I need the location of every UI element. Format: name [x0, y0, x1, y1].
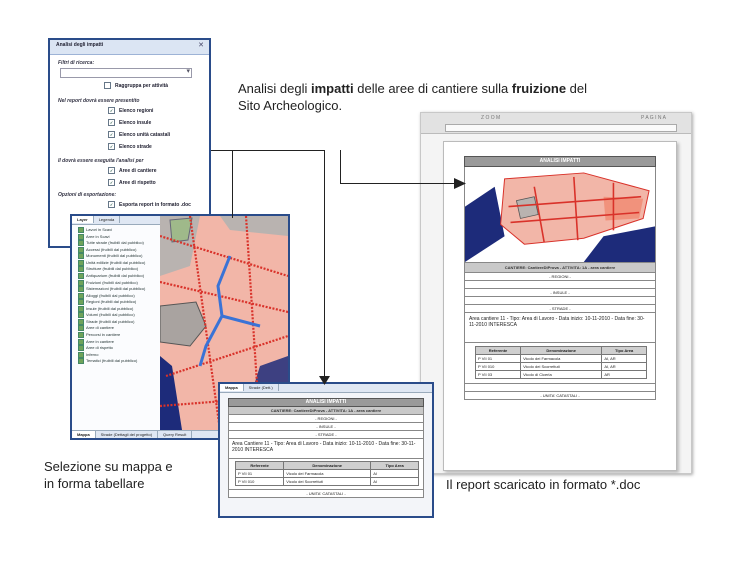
report-area-text: Area cantiere 11 - Tipo: Area di Lavoro - Data inizio: 10-11-2010 - Data fine: 30-11-2010 INTERESCA [464, 313, 656, 343]
layer-checkbox-icon[interactable] [78, 293, 84, 299]
layer-label: Accessi (fruibili dal pubblico) [86, 246, 137, 252]
table-cell: Vicolo dei Farmacola [284, 470, 371, 478]
layer-checkbox-icon[interactable] [78, 234, 84, 240]
analysis-item-worksite[interactable] [108, 167, 157, 174]
zoom-label: Z O O M [481, 115, 501, 121]
layer-checkbox-icon[interactable] [78, 273, 84, 279]
table-cell: AI, AR [602, 355, 647, 363]
table-tabbar [220, 384, 432, 393]
checkbox-label: Raggruppa per attività [115, 82, 169, 89]
checkbox-label: Elenco regioni [119, 107, 154, 114]
connector-line [340, 150, 341, 183]
table-row[interactable] [236, 478, 419, 486]
layer-checkbox-icon[interactable] [78, 299, 84, 305]
page-label: P A G I N A [641, 115, 666, 121]
checkbox-label: Aree di rispetto [119, 179, 156, 186]
layer-label: Lavori in Scavi [86, 227, 113, 233]
caption-text: del [566, 81, 588, 96]
layer-checkbox-icon[interactable] [78, 286, 84, 292]
checkbox-icon[interactable] [104, 82, 111, 89]
filter-label: Filtri di ricerca: [58, 60, 95, 66]
layer-checkbox-icon[interactable] [78, 253, 84, 259]
table-col-header: Denominazione [284, 462, 371, 470]
table-cell: Vicolo dei Farmacola [521, 355, 602, 363]
tab-streets[interactable]: Strade (Dett.) [244, 384, 279, 391]
table-col-header: Referente [236, 462, 284, 470]
layer-label: Aree di rispetto [86, 345, 113, 351]
layer-checkbox-icon[interactable] [78, 266, 84, 272]
layer-checkbox-icon[interactable] [78, 306, 84, 312]
layer-checkbox-icon[interactable] [78, 260, 84, 266]
report-unita: - UNITA' CATASTALI - [464, 392, 656, 400]
buffer-zone [604, 197, 644, 221]
export-section-label: Opzioni di esportazione: [58, 192, 117, 198]
report-cantiere-row: CANTIERE: CantiereDiProva - ATTIVITA: 1A - area cantiere [464, 263, 656, 273]
connector-line [340, 183, 462, 184]
table-row[interactable] [236, 470, 419, 478]
report-item-insule[interactable] [108, 119, 151, 126]
ruler [445, 124, 677, 132]
layer-label: Tematici (fruibili dal pubblico) [86, 358, 138, 364]
report-empty-row [464, 297, 656, 305]
table-cell: AI [371, 470, 419, 478]
table-header: ANALISI IMPATTI [228, 398, 424, 407]
table-cell: AI, AR [602, 363, 647, 371]
report-item-cadastral[interactable] [108, 131, 170, 138]
report-map [464, 167, 656, 263]
layer-tabbar [72, 216, 160, 225]
caption-bold: fruizione [511, 81, 567, 96]
export-doc-checkbox[interactable] [108, 201, 191, 208]
layer-label: Sistemazioni (fruibili dal pubblico) [86, 286, 146, 292]
report-table-wrap [464, 343, 656, 384]
table-unita: - UNITA' CATASTALI - [228, 490, 424, 498]
table-cell: AR [602, 371, 647, 379]
checkbox-label: Elenco insule [119, 119, 152, 126]
connector-line [324, 150, 325, 382]
layer-checkbox-icon[interactable] [78, 352, 84, 358]
arrow-icon [454, 178, 466, 189]
tab-streets[interactable]: Strade (Dettagli del progetto) [96, 431, 158, 438]
worksite-polygon [516, 197, 538, 219]
layer-tree [72, 225, 160, 365]
panel-title: Analisi degli impatti [50, 40, 209, 55]
caption-text: Sito Archeologico. [238, 98, 343, 113]
layer-label: Strade (fruibili dal pubblico) [86, 318, 135, 324]
report-col-header: Denominazione [521, 347, 602, 355]
layer-label: Insule (fruibili dal pubblico) [86, 305, 134, 311]
table-insule: - INSULE - [228, 423, 424, 431]
doc-page [443, 141, 677, 471]
table-cell: Vicolo dei Scorrettuti [521, 363, 602, 371]
layer-label: Unità edilizie (fruibili dal pubblico) [86, 259, 146, 265]
analysis-section-label: Il dovrà essere eseguita l'analisi per [58, 158, 144, 164]
layer-label: Monumenti (fruibili dal pubblico) [86, 253, 143, 259]
table-strade: - STRADE - [228, 431, 424, 439]
report-header: ANALISI IMPATTI [464, 156, 656, 167]
analysis-item-buffer[interactable] [108, 179, 156, 186]
table-cell: P VII 01 [236, 470, 284, 478]
table-cell: P VII 010 [236, 478, 284, 486]
doc-toolbar [421, 113, 691, 134]
layer-label: Antiquarium (fruibili dal pubblico) [86, 273, 145, 278]
layer-label: Aree in Scavi [86, 233, 110, 239]
report-caption: Il report scaricato in formato *.doc [446, 477, 641, 492]
table-cell: P VII 01 [476, 355, 521, 363]
checkbox-icon[interactable]: ✓ [109, 202, 114, 207]
layer-checkbox-icon[interactable] [78, 280, 84, 286]
layer-label: Strutture (fruibili dal pubblico) [86, 266, 139, 272]
checkbox-label: Elenco unità catastali [119, 131, 171, 138]
report-regioni: - REGIONI - [464, 273, 656, 281]
doc-window [420, 112, 692, 474]
layer-checkbox-icon[interactable] [78, 345, 84, 351]
arrow-down-icon [319, 376, 330, 385]
checkbox-label: Elenco strade [119, 143, 152, 150]
tab-query-result[interactable]: Query Result [158, 431, 192, 438]
tab-map[interactable]: Mappa [72, 431, 96, 438]
layer-label: Percorsi in cantiere [86, 332, 121, 338]
layer-label: Regioni (fruibili dal pubblico) [86, 299, 137, 305]
report-item-regions[interactable] [108, 107, 153, 114]
layer-label: Tutte strade (fruibili dal pubblico) [86, 240, 144, 246]
table-area-text: Area Cantiere 11 - Tipo: Area di Lavoro - Data inizio: 10-11-2010 - Data fine: 30-11-2010 INTERESCA [228, 439, 424, 459]
layer-label: Alloggi (fruibili dal pubblico) [86, 292, 135, 298]
results-table [235, 461, 419, 486]
table-content [228, 398, 424, 498]
table-row [476, 355, 647, 363]
checkbox-icon[interactable]: ✓ [109, 120, 114, 125]
connector-line [232, 150, 233, 218]
layer-checkbox-icon[interactable] [78, 339, 84, 345]
green-area [170, 218, 192, 242]
caption-text: delle aree di cantiere sulla [353, 81, 512, 96]
table-cell: AI [371, 478, 419, 486]
table-cell: Vicolo di Cicerla [521, 371, 602, 379]
layer-label: Fruizioni (fruibili dal pubblico) [86, 279, 138, 285]
caption-bold: impatti [311, 81, 354, 96]
checkbox-icon[interactable]: ✓ [109, 132, 114, 137]
table-grid-wrap [228, 459, 424, 490]
checkbox-icon[interactable]: ✓ [109, 144, 114, 149]
layer-label: Aree di cantiere [86, 325, 115, 331]
table-row [476, 363, 647, 371]
tab-layer[interactable]: Layer [72, 216, 94, 223]
tab-map[interactable]: Mappa [220, 384, 244, 391]
report-table [475, 346, 647, 379]
tab-legend[interactable]: Legenda [94, 216, 121, 223]
report-strade: - STRADE - [464, 305, 656, 313]
filter-select[interactable] [60, 68, 192, 78]
layer-checkbox-icon[interactable] [78, 240, 84, 246]
table-cell: P VII 03 [476, 371, 521, 379]
layer-label: Volumi (fruibili dal pubblico) [86, 312, 135, 318]
report-content [464, 156, 656, 400]
layer-checkbox-icon[interactable] [78, 312, 84, 318]
selection-caption [44, 458, 244, 492]
report-item-streets[interactable] [108, 143, 152, 150]
report-col-header: Tipo Area [602, 347, 647, 355]
layer-checkbox-icon[interactable] [78, 332, 84, 338]
layer-checkbox-icon[interactable] [78, 358, 84, 364]
layer-checkbox-icon[interactable] [78, 227, 84, 233]
close-icon[interactable]: ✕ [198, 42, 204, 49]
caption-text: in forma tabellare [44, 476, 145, 491]
report-empty-row [464, 281, 656, 289]
layer-label: Aree in cantiere [86, 338, 115, 344]
caption-text: Analisi degli [238, 81, 311, 96]
report-col-header: Referente [476, 347, 521, 355]
layer-tree-item[interactable] [78, 358, 158, 365]
report-empty-row [464, 384, 656, 392]
table-regioni: - REGIONI - [228, 415, 424, 423]
caption-text: Selezione su mappa e [44, 459, 173, 474]
checkbox-icon[interactable]: ✓ [109, 180, 114, 185]
table-cantiere-row: CANTIERE: CantiereDiProva - ATTIVITA: 1A - area cantiere [228, 407, 424, 415]
layer-checkbox-icon[interactable] [78, 247, 84, 253]
checkbox-label: Aree di cantiere [119, 167, 157, 174]
checkbox-icon[interactable]: ✓ [109, 108, 114, 113]
table-cell: P VII 010 [476, 363, 521, 371]
checkbox-label: Esporta report in formato .doc [119, 201, 191, 208]
table-row [476, 371, 647, 379]
table-window [218, 382, 434, 518]
table-col-header: Tipo Area [371, 462, 419, 470]
layer-checkbox-icon[interactable] [78, 319, 84, 325]
report-insule: - INSULE - [464, 289, 656, 297]
checkbox-icon[interactable]: ✓ [109, 168, 114, 173]
group-by-activity-checkbox[interactable] [104, 82, 168, 89]
connector-line [211, 150, 324, 151]
layer-label: Inferno [86, 351, 99, 357]
report-section-label: Nel report dovrà essere presentito [58, 98, 140, 104]
layer-checkbox-icon[interactable] [78, 325, 84, 331]
analysis-caption [238, 80, 698, 114]
table-cell: Vicolo dei Scorrettuti [284, 478, 371, 486]
layer-tree-panel [72, 216, 161, 430]
